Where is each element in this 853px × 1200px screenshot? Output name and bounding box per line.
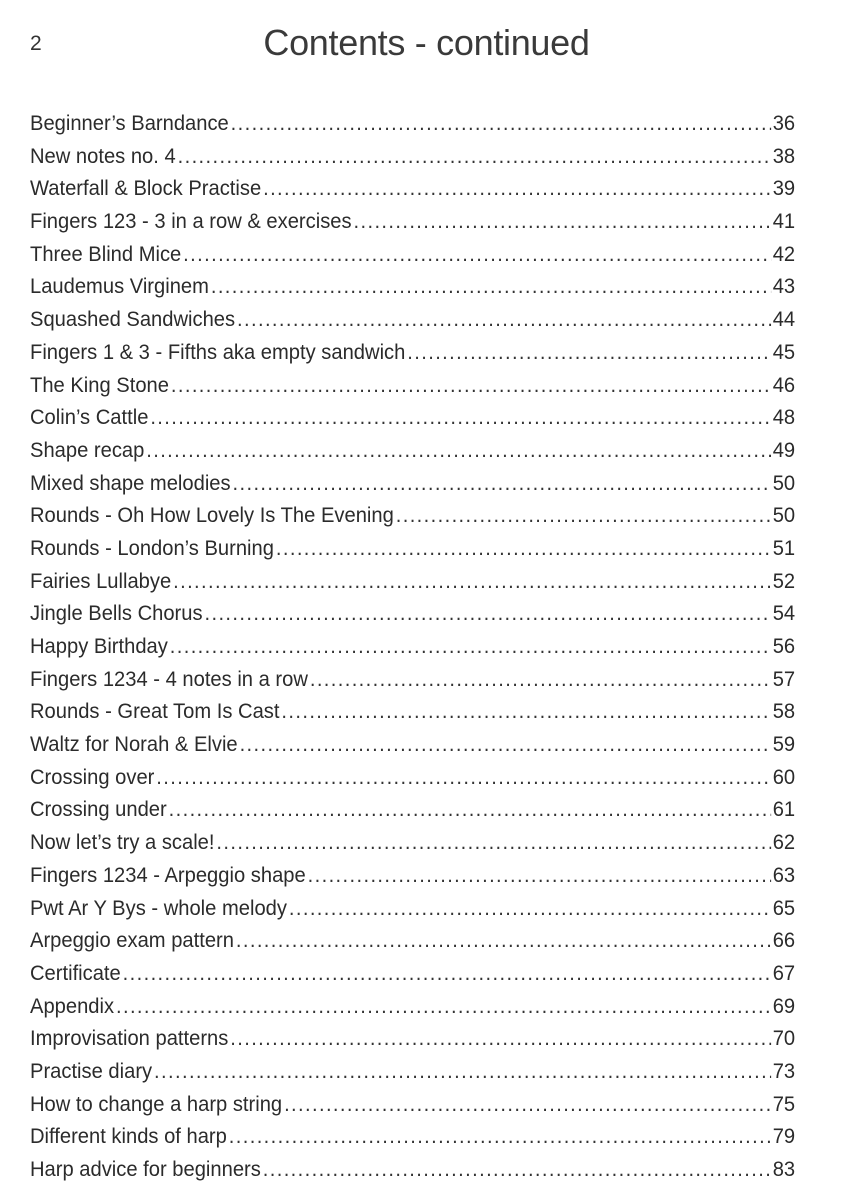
toc-entry-page: 61 [772,798,796,822]
toc-entry-page: 43 [772,275,796,299]
toc-entry-title: Colin’s Cattle [30,406,149,430]
dot-leader [146,435,771,468]
toc-entry[interactable] [30,239,795,272]
dot-leader [204,598,770,631]
dot-leader [237,304,771,337]
toc-entry-title: Rounds - Oh How Lovely Is The Evening [30,504,394,528]
toc-entry-title: Rounds - Great Tom Is Cast [30,700,280,724]
toc-entry-title: Arpeggio exam pattern [30,929,234,953]
toc-entry[interactable] [30,370,795,403]
toc-entry-title: Crossing under [30,798,167,822]
dot-leader [276,533,771,566]
toc-entry-page: 54 [772,602,796,626]
toc-entry[interactable] [30,500,795,533]
toc-entry[interactable] [30,598,795,631]
toc-entry[interactable] [30,533,795,566]
toc-entry-page: 70 [772,1027,796,1051]
toc-entry-page: 38 [772,144,796,168]
toc-entry-page: 36 [772,112,796,135]
dot-leader [396,500,771,533]
toc-entry-title: Beginner’s Barndance [30,112,229,135]
dot-leader [240,729,771,762]
toc-entry-page: 46 [772,373,796,397]
toc-entry-page: 66 [772,929,796,953]
toc-entry-title: Shape recap [30,438,145,462]
toc-entry[interactable] [30,991,795,1024]
toc-entry-page: 48 [772,406,796,430]
toc-entry-title: Fingers 1 & 3 - Fifths aka empty sandwich [30,340,406,364]
toc-entry-page: 62 [772,831,796,855]
toc-entry[interactable] [30,925,795,958]
toc-entry[interactable] [30,860,795,893]
toc-entry[interactable] [30,794,795,827]
toc-entry-page: 44 [772,308,796,332]
toc-entry-page: 58 [772,700,796,724]
dot-leader [171,370,771,403]
toc-entry[interactable] [30,1121,795,1154]
toc-entry-page: 75 [772,1092,796,1116]
toc-entry-title: Now let’s try a scale! [30,831,215,855]
toc-entry[interactable] [30,402,795,435]
toc-entry-title: Improvisation patterns [30,1027,229,1051]
toc-entry[interactable] [30,696,795,729]
toc-entry-title: Waltz for Norah & Elvie [30,733,238,757]
dot-leader [154,1056,771,1089]
toc-entry-title: Mixed shape melodies [30,471,231,495]
page-title: Contents - continued [263,22,590,63]
dot-leader [407,337,770,370]
toc-entry-title: Practise diary [30,1059,153,1083]
toc-entry-title: Fairies Lullabye [30,569,172,593]
toc-entry-title: Waterfall & Block Practise [30,177,262,201]
toc-entry-page: 73 [772,1059,796,1083]
toc-entry[interactable] [30,141,795,174]
toc-entry-title: Rounds - London’s Burning [30,536,274,560]
toc-entry-title: The King Stone [30,373,169,397]
toc-entry[interactable] [30,1023,795,1056]
toc-entry-page: 49 [772,438,796,462]
toc-entry[interactable] [30,108,795,141]
toc-entry[interactable] [30,631,795,664]
toc-entry[interactable] [30,729,795,762]
toc-entry-title: Laudemus Virginem [30,275,209,299]
dot-leader [183,239,771,272]
toc-entry-page: 67 [772,961,796,985]
dot-leader [289,893,771,926]
toc-entry[interactable] [30,271,795,304]
dot-leader [169,794,771,827]
dot-leader [284,1089,771,1122]
toc-entry[interactable] [30,435,795,468]
toc-entry[interactable] [30,1154,795,1187]
toc-entry-page: 79 [772,1125,796,1149]
toc-entry-title: Different kinds of harp [30,1125,227,1149]
toc-entry-page: 41 [772,210,796,234]
dot-leader [123,958,771,991]
toc-entry[interactable] [30,468,795,501]
toc-entry-title: Squashed Sandwiches [30,308,236,332]
toc-entry-title: Appendix [30,994,115,1018]
toc-entry[interactable] [30,1056,795,1089]
dot-leader [281,696,770,729]
toc-entry[interactable] [30,1089,795,1122]
dot-leader [170,631,771,664]
toc-entry-title: Jingle Bells Chorus [30,602,203,626]
toc-entry-title: Happy Birthday [30,635,168,658]
dot-leader [263,173,771,206]
toc-entry-title: Three Blind Mice [30,242,182,266]
dot-leader [263,1154,771,1187]
toc-entry[interactable] [30,304,795,337]
toc-entry-page: 50 [772,471,796,495]
toc-entry[interactable] [30,958,795,991]
toc-entry-page: 65 [772,896,796,920]
toc-entry[interactable] [30,827,795,860]
dot-leader [236,925,771,958]
toc-entry-page: 56 [772,635,796,658]
toc-entry-page: 39 [772,177,796,201]
toc-entry-title: Pwt Ar Y Bys - whole melody [30,896,287,920]
dot-leader [231,108,771,141]
dot-leader [156,762,770,795]
toc-entry-title: How to change a harp string [30,1092,283,1116]
dot-leader [178,141,771,174]
toc-entry-title: Fingers 1234 - 4 notes in a row [30,667,308,691]
toc-entry-title: Certificate [30,961,121,985]
toc-entry[interactable] [30,206,795,239]
toc-entry-title: Fingers 123 - 3 in a row & exercises [30,210,352,234]
toc-entry-page: 50 [772,504,796,528]
toc-entry-page: 45 [772,340,796,364]
dot-leader [354,206,771,239]
dot-leader [216,827,770,860]
toc-entry[interactable] [30,337,795,370]
toc-entry-title: Fingers 1234 - Arpeggio shape [30,863,306,887]
toc-entry-page: 83 [772,1158,796,1181]
toc-entry-page: 51 [772,536,796,560]
toc-entry-page: 59 [772,733,796,757]
dot-leader [229,1121,771,1154]
toc-entry-title: Crossing over [30,765,155,789]
toc-entry[interactable] [30,566,795,599]
dot-leader [308,860,771,893]
toc-entry-page: 63 [772,863,796,887]
toc-entry-page: 52 [772,569,796,593]
dot-leader [310,664,771,697]
dot-leader [211,271,771,304]
toc-entry-title: Harp advice for beginners [30,1158,261,1181]
toc-entry[interactable] [30,762,795,795]
page-number: 2 [30,32,42,55]
dot-leader [233,468,771,501]
dot-leader [173,566,771,599]
dot-leader [116,991,771,1024]
toc-entry[interactable] [30,173,795,206]
dot-leader [150,402,770,435]
toc-entry-page: 69 [772,994,796,1018]
toc-entry-title: New notes no. 4 [30,144,176,168]
table-of-contents [30,108,827,1187]
toc-entry[interactable] [30,664,795,697]
toc-entry-page: 60 [772,765,796,789]
toc-entry[interactable] [30,893,795,926]
toc-entry-page: 57 [772,667,796,691]
toc-entry-page: 42 [772,242,796,266]
dot-leader [230,1023,771,1056]
